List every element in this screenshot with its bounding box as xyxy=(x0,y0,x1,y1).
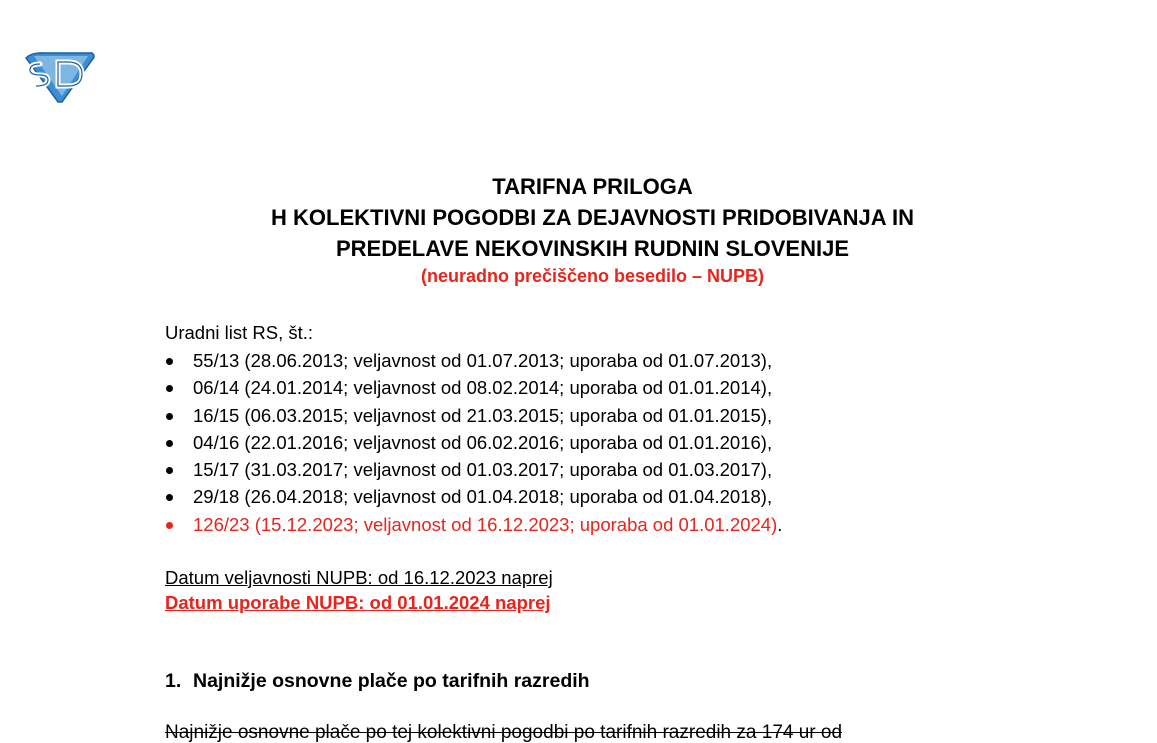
bullet-icon xyxy=(166,440,173,447)
document-title xyxy=(0,171,1157,288)
bullet-icon xyxy=(166,494,173,501)
bullet-icon xyxy=(166,385,173,392)
bullet-icon xyxy=(166,467,173,474)
section-body-text: Najnižje osnovne plače po tej kolektivni pogodbi po tarifnih razredih za 174 ur od xyxy=(165,722,843,743)
list-item: 04/16 (22.01.2016; veljavnost od 06.02.2016; uporaba od 01.01.2016), xyxy=(165,429,782,456)
title-line-2: H KOLEKTIVNI POGODBI ZA DEJAVNOSTI PRIDOBIVANJA IN xyxy=(271,205,914,230)
document-subtitle: (neuradno prečiščeno besedilo – NUPB) xyxy=(420,266,765,286)
bullet-icon xyxy=(166,358,173,365)
bullet-icon xyxy=(166,522,173,529)
title-line-1: TARIFNA PRILOGA xyxy=(492,174,693,199)
section-heading xyxy=(165,670,590,693)
bullet-icon xyxy=(166,413,173,420)
list-item: 55/13 (28.06.2013; veljavnost od 01.07.2013; uporaba od 01.07.2013), xyxy=(165,347,782,374)
list-item: 29/18 (26.04.2018; veljavnost od 01.04.2018; uporaba od 01.04.2018), xyxy=(165,483,782,510)
section-title-text: Najnižje osnovne plače po tarifnih razredih xyxy=(193,670,590,692)
gazette-heading: Uradni list RS, št.: xyxy=(165,322,314,343)
validity-block xyxy=(165,565,553,615)
application-date: Datum uporabe NUPB: od 01.01.2024 naprej xyxy=(165,592,551,613)
section-number: 1. xyxy=(165,670,182,692)
list-item: 16/15 (06.03.2015; veljavnost od 21.03.2015; uporaba od 01.01.2015), xyxy=(165,402,782,429)
gazette-list xyxy=(165,347,782,538)
sd-logo-icon xyxy=(22,50,96,104)
list-item-latest: 126/23 (15.12.2023; veljavnost od 16.12.2023; uporaba od 01.01.2024). xyxy=(165,511,782,538)
list-item: 06/14 (24.01.2014; veljavnost od 08.02.2014; uporaba od 01.01.2014), xyxy=(165,374,782,401)
title-line-3: PREDELAVE NEKOVINSKIH RUDNIN SLOVENIJE xyxy=(335,236,849,261)
list-item: 15/17 (31.03.2017; veljavnost od 01.03.2017; uporaba od 01.03.2017), xyxy=(165,456,782,483)
validity-date: Datum veljavnosti NUPB: od 16.12.2023 naprej xyxy=(165,567,553,588)
